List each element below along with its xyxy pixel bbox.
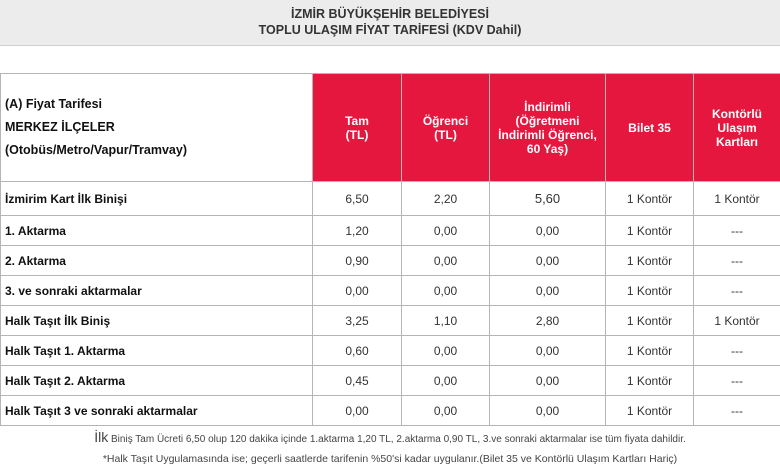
cell-indirimli: 0,00 bbox=[490, 366, 606, 396]
table-row bbox=[1, 216, 780, 246]
cell-indirimli: 5,60 bbox=[490, 182, 606, 216]
row-label: İzmirim Kart İlk Binişi bbox=[1, 182, 313, 216]
cell-ogrenci: 0,00 bbox=[402, 366, 490, 396]
table-row bbox=[1, 366, 780, 396]
page-header bbox=[0, 0, 780, 46]
section-label-line2: MERKEZ İLÇELER bbox=[5, 120, 115, 134]
row-label: Halk Taşıt 3 ve sonraki aktarmalar bbox=[1, 396, 313, 426]
table-row bbox=[1, 336, 780, 366]
cell-kontorlu: --- bbox=[694, 216, 780, 246]
table-row bbox=[1, 182, 780, 216]
cell-kontorlu: --- bbox=[694, 276, 780, 306]
cell-kontorlu: --- bbox=[694, 246, 780, 276]
cell-tam: 0,00 bbox=[313, 396, 402, 426]
cell-bilet35: 1 Kontör bbox=[606, 216, 694, 246]
table-row bbox=[1, 276, 780, 306]
section-label bbox=[1, 74, 313, 182]
cell-tam: 3,25 bbox=[313, 306, 402, 336]
footnote-transfer bbox=[0, 429, 780, 445]
cell-bilet35: 1 Kontör bbox=[606, 366, 694, 396]
cell-tam: 0,90 bbox=[313, 246, 402, 276]
cell-indirimli: 0,00 bbox=[490, 246, 606, 276]
org-title: İZMİR BÜYÜKŞEHİR BELEDİYESİ bbox=[291, 7, 489, 21]
column-header-indirimli: İndirimli (Öğretmeni İndirimli Öğrenci, 60 Yaş) bbox=[490, 74, 606, 182]
row-label: Halk Taşıt İlk Biniş bbox=[1, 306, 313, 336]
row-label: Halk Taşıt 1. Aktarma bbox=[1, 336, 313, 366]
section-label-line3: (Otobüs/Metro/Vapur/Tramvay) bbox=[5, 143, 187, 157]
cell-ogrenci: 0,00 bbox=[402, 396, 490, 426]
cell-indirimli: 0,00 bbox=[490, 396, 606, 426]
column-header-tam: Tam (TL) bbox=[313, 74, 402, 182]
cell-indirimli: 0,00 bbox=[490, 276, 606, 306]
cell-indirimli: 0,00 bbox=[490, 336, 606, 366]
cell-bilet35: 1 Kontör bbox=[606, 306, 694, 336]
row-label: Halk Taşıt 2. Aktarma bbox=[1, 366, 313, 396]
fare-table bbox=[0, 73, 780, 426]
cell-ogrenci: 0,00 bbox=[402, 216, 490, 246]
footnote-transfer-text: Biniş Tam Ücreti 6,50 olup 120 dakika içinde 1.aktarma 1,20 TL, 2.aktarma 0,90 TL, 3.ve sonraki aktarmalar ise tüm fiyata dahildir. bbox=[108, 434, 686, 445]
cell-bilet35: 1 Kontör bbox=[606, 276, 694, 306]
cell-bilet35: 1 Kontör bbox=[606, 246, 694, 276]
cell-bilet35: 1 Kontör bbox=[606, 182, 694, 216]
footnote-dropcap: İlk bbox=[94, 429, 109, 445]
column-header-ogrenci: Öğrenci (TL) bbox=[402, 74, 490, 182]
row-label: 1. Aktarma bbox=[1, 216, 313, 246]
table-row bbox=[1, 306, 780, 336]
row-label: 2. Aktarma bbox=[1, 246, 313, 276]
cell-tam: 0,45 bbox=[313, 366, 402, 396]
cell-ogrenci: 2,20 bbox=[402, 182, 490, 216]
cell-ogrenci: 0,00 bbox=[402, 336, 490, 366]
cell-kontorlu: 1 Kontör bbox=[694, 306, 780, 336]
cell-tam: 1,20 bbox=[313, 216, 402, 246]
cell-bilet35: 1 Kontör bbox=[606, 396, 694, 426]
tariff-title: TOPLU ULAŞIM FİYAT TARİFESİ (KDV Dahil) bbox=[258, 23, 522, 37]
cell-kontorlu: 1 Kontör bbox=[694, 182, 780, 216]
table-row bbox=[1, 246, 780, 276]
row-label: 3. ve sonraki aktarmalar bbox=[1, 276, 313, 306]
header-spacer bbox=[0, 46, 780, 73]
footnote-halk-tasit: *Halk Taşıt Uygulamasında ise; geçerli saatlerde tarifenin %50'si kadar uygulanır.(Bilet 35 ve Kontörlü Ulaşım Kartları Hariç) bbox=[102, 453, 678, 465]
column-header-kontorlu: Kontörlü Ulaşım Kartları bbox=[694, 74, 780, 182]
table-header-row bbox=[1, 74, 780, 182]
cell-bilet35: 1 Kontör bbox=[606, 336, 694, 366]
cell-ogrenci: 0,00 bbox=[402, 276, 490, 306]
section-label-line1: (A) Fiyat Tarifesi bbox=[5, 97, 103, 111]
cell-kontorlu: --- bbox=[694, 336, 780, 366]
cell-indirimli: 0,00 bbox=[490, 216, 606, 246]
cell-ogrenci: 0,00 bbox=[402, 246, 490, 276]
cell-tam: 0,00 bbox=[313, 276, 402, 306]
column-header-bilet35: Bilet 35 bbox=[606, 74, 694, 182]
cell-kontorlu: --- bbox=[694, 366, 780, 396]
cell-indirimli: 2,80 bbox=[490, 306, 606, 336]
cell-kontorlu: --- bbox=[694, 396, 780, 426]
cell-tam: 0,60 bbox=[313, 336, 402, 366]
table-row bbox=[1, 396, 780, 426]
cell-tam: 6,50 bbox=[313, 182, 402, 216]
cell-ogrenci: 1,10 bbox=[402, 306, 490, 336]
